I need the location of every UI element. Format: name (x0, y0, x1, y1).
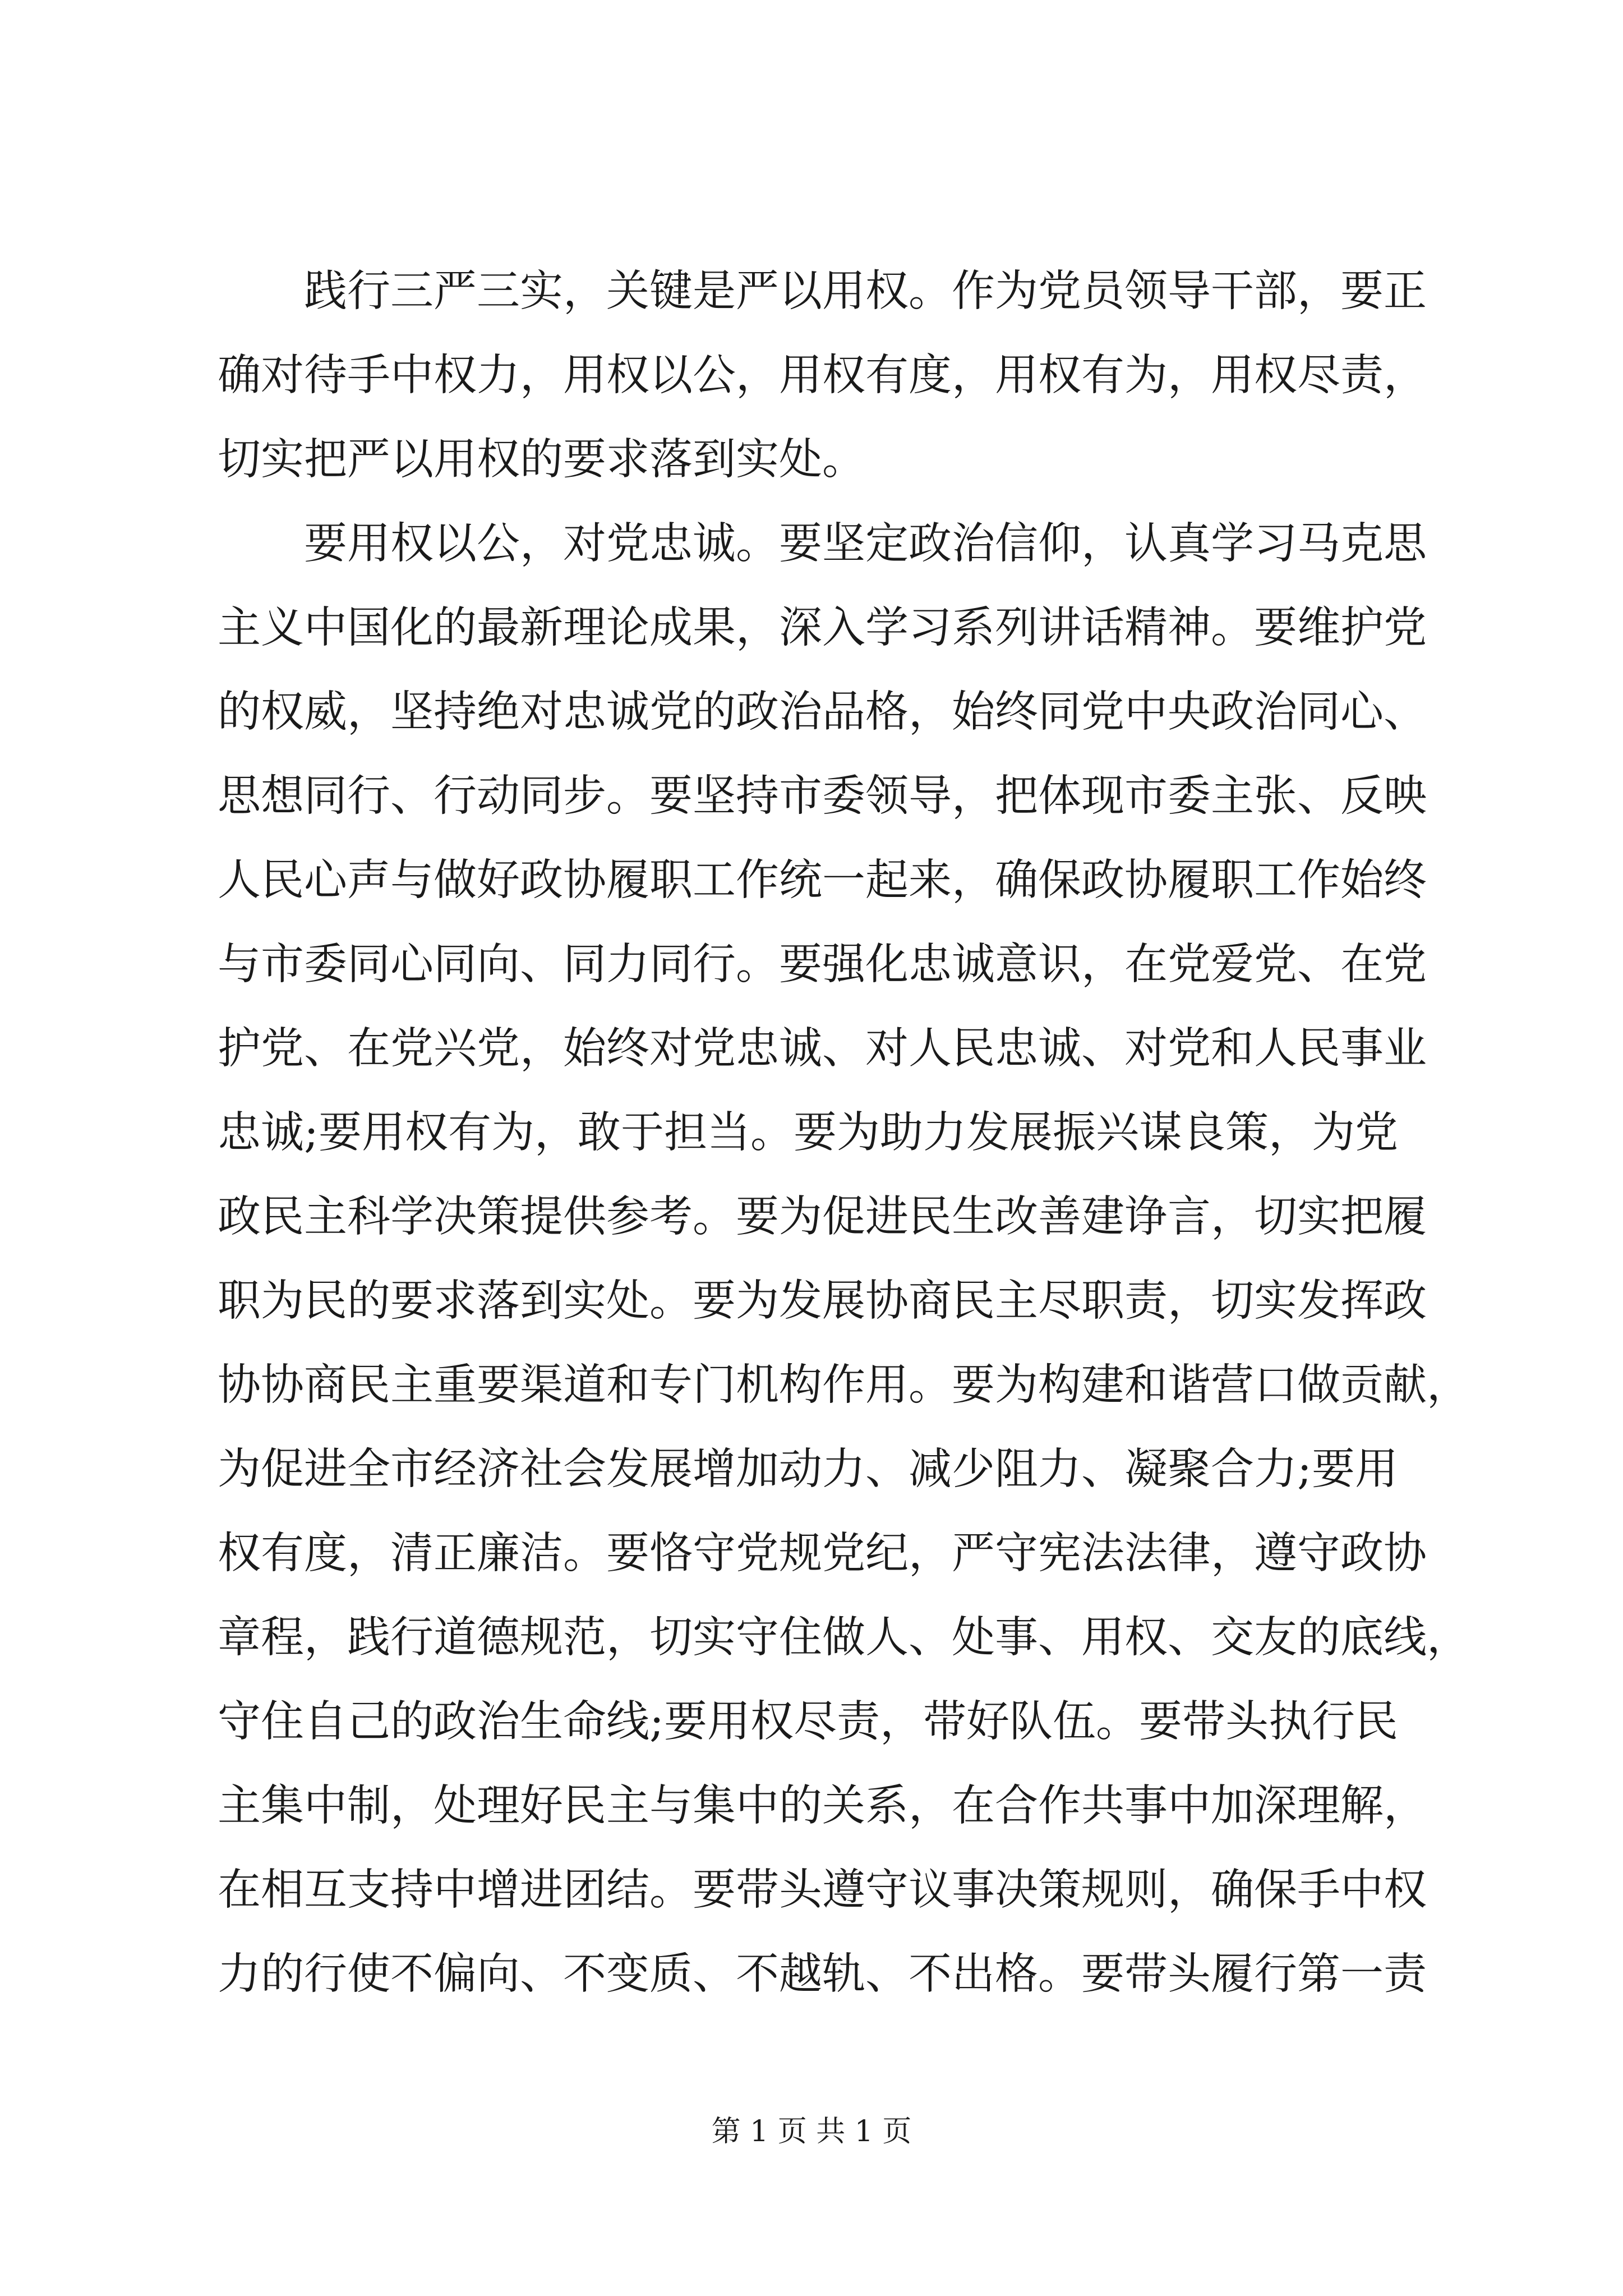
text-line: 人民心声与做好政协履职工作统一起来，确保政协履职工作始终 (218, 855, 1427, 905)
text-line: 的权威，坚持绝对忠诚党的政治品格，始终同党中央政治同心、 (218, 687, 1427, 737)
text-line: 主集中制，处理好民主与集中的关系，在合作共事中加深理解， (218, 1781, 1427, 1831)
text-line: 切实把严以用权的要求落到实处。 (218, 435, 865, 485)
text-line: 护党、在党兴党，始终对党忠诚、对人民忠诚、对党和人民事业 (218, 1024, 1427, 1074)
text-line: 主义中国化的最新理论成果，深入学习系列讲话精神。要维护党 (218, 603, 1427, 653)
text-line: 在相互支持中增进团结。要带头遵守议事决策规则，确保手中权 (218, 1865, 1427, 1915)
text-line: 章程，践行道德规范，切实守住做人、处事、用权、交友的底线， (218, 1613, 1470, 1663)
text-line: 践行三严三实，关键是严以用权。作为党员领导干部，要正 (218, 266, 1427, 316)
text-line: 与市委同心同向、同力同行。要强化忠诚意识，在党爱党、在党 (218, 940, 1427, 990)
text-line: 政民主科学决策提供参考。要为促进民生改善建诤言，切实把履 (218, 1192, 1427, 1242)
text-line: 协协商民主重要渠道和专门机构作用。要为构建和谐营口做贡献， (218, 1360, 1470, 1410)
text-line: 要用权以公，对党忠诚。要坚定政治信仰，认真学习马克思 (218, 519, 1427, 569)
text-line: 权有度，清正廉洁。要恪守党规党纪，严守宪法法律，遵守政协 (218, 1529, 1427, 1579)
text-line: 思想同行、行动同步。要坚持市委领导，把体现市委主张、反映 (218, 771, 1427, 821)
text-line: 为促进全市经济社会发展增加动力、减少阻力、凝聚合力;要用 (218, 1444, 1398, 1494)
text-line: 力的行使不偏向、不变质、不越轨、不出格。要带头履行第一责 (218, 1949, 1427, 1999)
text-line: 职为民的要求落到实处。要为发展协商民主尽职责，切实发挥政 (218, 1276, 1427, 1326)
text-line: 守住自己的政治生命线;要用权尽责，带好队伍。要带头执行民 (218, 1697, 1398, 1747)
page-footer: 第 1 页 共 1 页 (711, 2115, 912, 2148)
text-line: 确对待手中权力，用权以公，用权有度，用权有为，用权尽责， (218, 351, 1427, 401)
text-line: 忠诚;要用权有为，敢于担当。要为助力发展振兴谋良策，为党 (218, 1108, 1398, 1158)
